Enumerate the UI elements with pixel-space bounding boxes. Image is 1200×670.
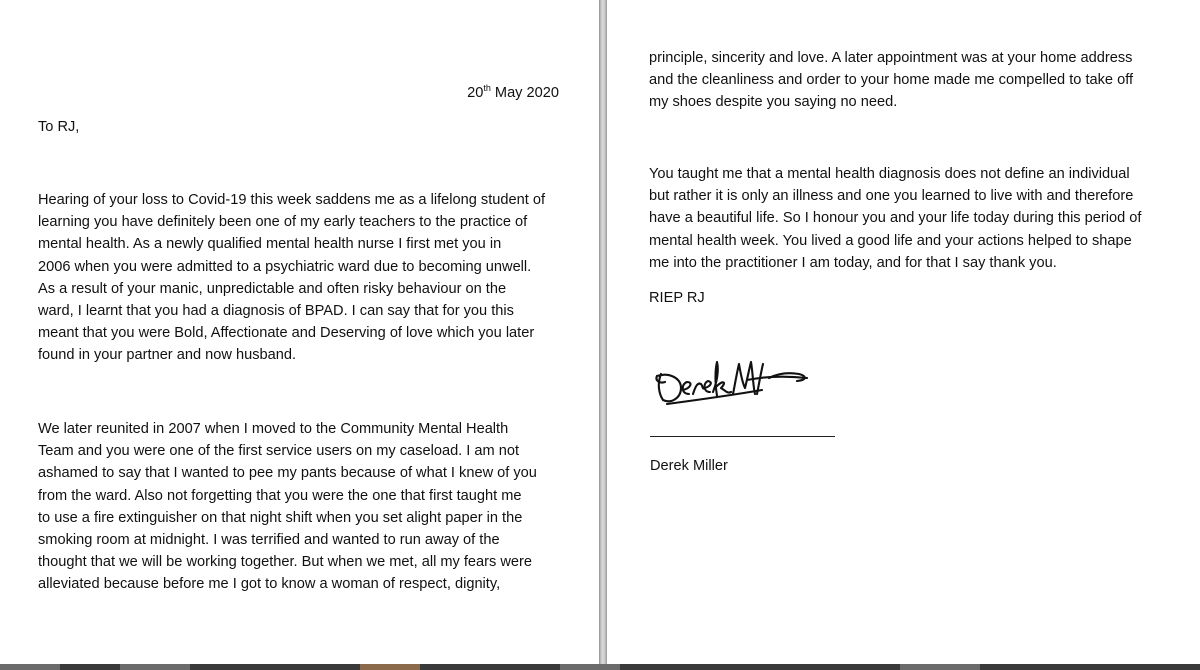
paragraph-line: 2006 when you were admitted to a psychiatric ward due to becoming unwell. <box>38 258 532 275</box>
paragraph-line: found in your partner and now husband. <box>38 347 297 364</box>
salutation: To RJ, <box>38 119 80 135</box>
paragraph-line: mental health. As a newly qualified mental health nurse I first met you in <box>38 236 502 253</box>
paragraph-line: from the ward. Also not forgetting that you were the one that first taught me <box>38 487 522 504</box>
paragraph-line: alleviated because before me I got to know a woman of respect, dignity, <box>38 576 501 593</box>
paragraph-line: meant that you were Bold, Affectionate and Deserving of love which you later <box>38 325 535 342</box>
paragraph-line: Hearing of your loss to Covid-19 this week saddens me as a lifelong student of <box>38 192 546 208</box>
paragraph-line: learning you have definitely been one of my early teachers to the practice of <box>38 214 528 231</box>
date-ordinal: th <box>483 83 491 93</box>
bottom-strip-segment <box>0 664 60 670</box>
bottom-strip-segment <box>560 664 620 670</box>
paragraph-line: and the cleanliness and order to your home made me compelled to take off <box>649 72 1134 89</box>
signature-line <box>650 436 835 437</box>
paragraph-line: You taught me that a mental health diagnosis does not define an individual <box>649 166 1130 182</box>
page-right <box>607 0 1200 664</box>
page-left <box>0 0 599 664</box>
bottom-strip-segment <box>900 664 980 670</box>
paragraph-you-taught-me <box>649 163 1171 274</box>
bottom-strip-segment <box>120 664 190 670</box>
paragraph-line: me into the practitioner I am today, and for that I say thank you. <box>649 254 1057 271</box>
page-gutter <box>599 0 607 664</box>
paragraph-line: but rather it is only an illness and one you learned to live with and therefore <box>649 188 1134 205</box>
signer-name: Derek Miller <box>650 458 728 474</box>
paragraph-reunited <box>38 418 561 596</box>
paragraph-line: ward, I learnt that you had a diagnosis of BPAD. I can say that for you this <box>38 303 514 320</box>
paragraph-home-visit <box>649 47 1171 114</box>
letter-date <box>467 82 559 104</box>
handwritten-signature <box>647 354 817 414</box>
bottom-strip-segment <box>360 664 420 670</box>
paragraph-line: principle, sincerity and love. A later appointment was at your home address <box>649 50 1133 66</box>
paragraph-line: my shoes despite you saying no need. <box>649 94 898 111</box>
bottom-status-strip <box>0 664 1200 670</box>
paragraph-line: thought that we will be working together. But when we met, all my fears were <box>38 554 532 571</box>
date-day: 20 <box>467 85 484 101</box>
paragraph-hearing-of-loss <box>38 189 561 367</box>
date-month-year: May 2020 <box>494 85 559 101</box>
paragraph-line: smoking room at midnight. I was terrified and wanted to run away of the <box>38 532 500 549</box>
paragraph-line: As a result of your manic, unpredictable and often risky behaviour on the <box>38 280 507 297</box>
paragraph-line: Team and you were one of the first service users on my caseload. I am not <box>38 443 520 460</box>
paragraph-line: We later reunited in 2007 when I moved to the Community Mental Health <box>38 421 509 437</box>
paragraph-line: have a beautiful life. So I honour you and your life today during this period of <box>649 210 1142 227</box>
sign-off: RIEP RJ <box>649 290 705 306</box>
paragraph-line: mental health week. You lived a good life and your actions helped to shape <box>649 232 1132 249</box>
paragraph-line: ashamed to say that I wanted to pee my pants because of what I knew of you <box>38 465 537 482</box>
paragraph-line: to use a fire extinguisher on that night shift when you set alight paper in the <box>38 509 523 526</box>
